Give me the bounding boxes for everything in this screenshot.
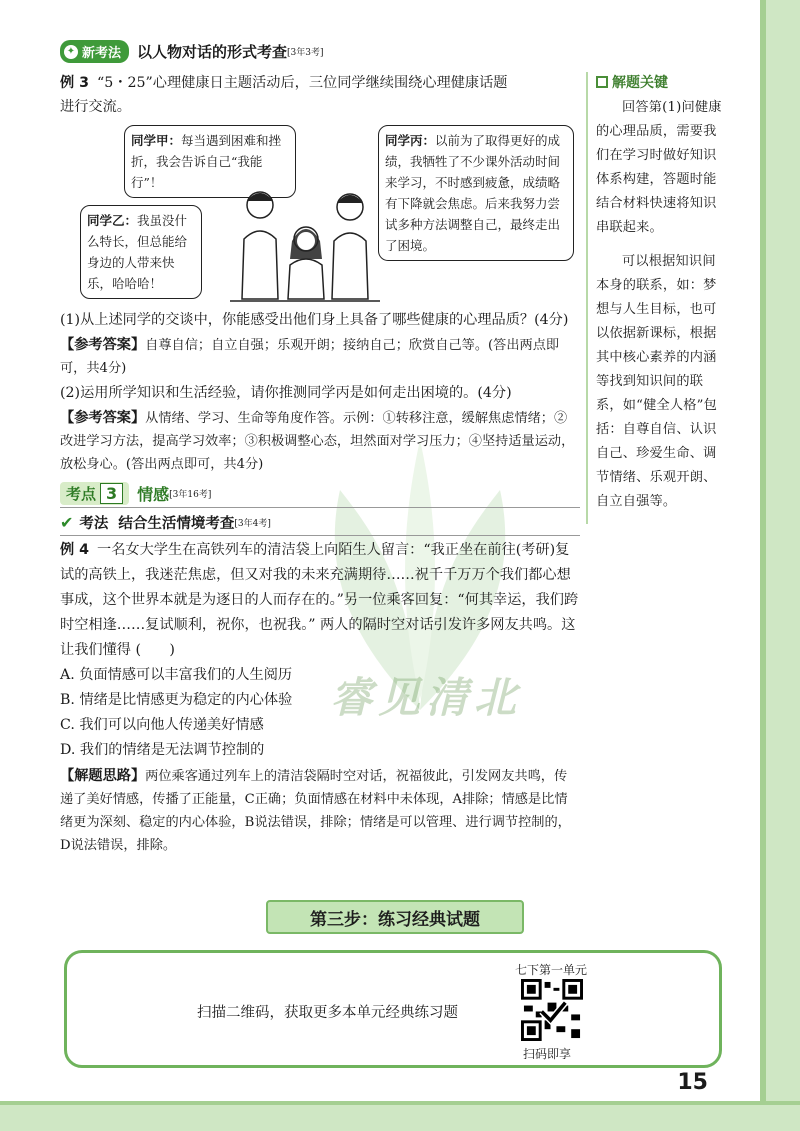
method-heading (60, 512, 580, 536)
page-number: 15 (677, 1070, 708, 1095)
lightbulb-icon: ✦ (64, 45, 78, 59)
page-edge-right (766, 0, 800, 1131)
checkmark-icon: ✔ (60, 513, 74, 532)
sidebar-paragraph-2: 可以根据知识间本身的联系，如：梦想与人生目标，也可以依据新课标，根据其中核心素养的内涵等找到知识间的联系，如“健全人格”包括：自尊自信、认识自己、珍爱生命、调节情绪、乐观开朗、自立自强等。 (596, 254, 717, 509)
kaodian-number: 3 (100, 483, 123, 504)
option-d: D. 我们的情绪是无法调节控制的 (60, 742, 265, 758)
new-method-badge: ✦ 新考法 (60, 40, 129, 63)
kaodian-badge: 考点 3 (60, 482, 129, 505)
sidebar-title: 解题关键 (596, 72, 724, 92)
dialogue-illustration (60, 125, 580, 305)
kaodian-heading (60, 482, 580, 508)
question-2: (2)运用所学知识和生活经验，请你推测同学丙是如何走出困境的。(4分) (60, 385, 512, 401)
section-tag: [3年3考] (287, 48, 324, 58)
example3-intro: 例 3 “5・25”心理健康日主题活动后，三位同学继续围绕心理健康话题 (60, 75, 508, 91)
main-column (60, 40, 580, 857)
kaodian-title: 情感 (137, 485, 170, 504)
new-method-heading (60, 40, 580, 63)
checkbox-icon (596, 76, 608, 88)
section-heading: 以人物对话的形式考查 (137, 43, 288, 61)
example4-label: 例 4 (60, 542, 89, 558)
page-edge-right-strip (760, 0, 766, 1131)
option-b: B. 情绪是比情感更为稳定的内心体验 (60, 692, 293, 708)
qr-unit-label: 七下第一单元 (515, 963, 588, 977)
option-c: C. 我们可以向他人传递美好情感 (60, 717, 264, 733)
kaodian-tag: [3年16考] (169, 490, 212, 500)
sidebar-paragraph-1: 回答第(1)问健康的心理品质，需要我们在学习时做好知识体系构建，答题时能结合材料快速将知识串联起来。 (596, 100, 722, 235)
example3-intro-line2: 进行交流。 (60, 99, 131, 115)
qr-panel (64, 950, 722, 1068)
example4-text: 例 4 一名女大学生在高铁列车的清洁袋上向陌生人留言：“我正坐在前往(考研)复试的高铁上，我迷茫焦虑，但又对我的未来充满期待……祝千千万万个我们都心想事成，这个世界本就是为逐日的人而存在的。”另一位乘客回复：“何其幸运，我们跨时空相逢……复试顺利，祝你，也祝我。” 两人的隔时空对话引发许多网友共鸣。这让我们懂得 ( ) (60, 542, 579, 658)
method-tag: [3年4考] (234, 519, 271, 529)
qr-prompt: 扫描二维码，获取更多本单元经典练习题 (197, 1005, 458, 1021)
step3-banner: 第三步：练习经典试题 (266, 900, 524, 934)
speech-bubble-bing: 同学丙：以前为了取得更好的成绩，我牺牲了不少课外活动时间来学习，不时感到疲惫，成绩略有下降就会焦虑。后来我努力尝试多种方法调整自己，最终走出了困境。 (378, 125, 574, 261)
speech-bubble-jia: 同学甲：每当遇到困难和挫折，我会告诉自己“我能行”！ (124, 125, 296, 198)
method-label: 考法 (79, 516, 109, 532)
sidebar-key-points (586, 72, 724, 524)
example3-label: 例 3 (60, 75, 89, 91)
option-a: A. 负面情感可以丰富我们的人生阅历 (60, 667, 293, 683)
three-students-illustration (230, 179, 380, 303)
method-title: 结合生活情境考查 (118, 516, 235, 532)
answer-1: 【参考答案】自尊自信；自立自强；乐观开朗；接纳自己；欣赏自己等。(答出两点即可，共4分) (60, 337, 560, 376)
question-1: (1)从上述同学的交谈中，你能感受出他们身上具备了哪些健康的心理品质？(4分) (60, 312, 569, 328)
speech-bubble-yi: 同学乙：我虽没什么特长，但总能给身边的人带来快乐，哈哈哈！ (80, 205, 202, 299)
page-edge-bottom-strip (0, 1101, 800, 1105)
answer-2: 【参考答案】从情绪、学习、生命等角度作答。示例：①转移注意，缓解焦虑情绪；②改进学习方法，提高学习效率；③积极调整心态，坦然面对学习压力；④坚持适量运动，放松身心。(答出两点即可，共4分) (60, 410, 575, 472)
watermark-text: 睿见清北 (330, 673, 523, 722)
page-edge-bottom (0, 1105, 800, 1131)
qr-code-icon[interactable] (521, 979, 583, 1041)
analysis: 【解题思路】两位乘客通过列车上的清洁袋隔时空对话，祝福彼此，引发网友共鸣，传递了美好情感，传播了正能量，C正确；负面情感在材料中未体现，A排除；情感是比情绪更为深刻、稳定的内心体验，B说法错误，排除；情绪是可以管理、进行调节控制的，D说法错误，排除。 (60, 768, 571, 853)
qr-caption: 扫码即享 (523, 1047, 572, 1061)
